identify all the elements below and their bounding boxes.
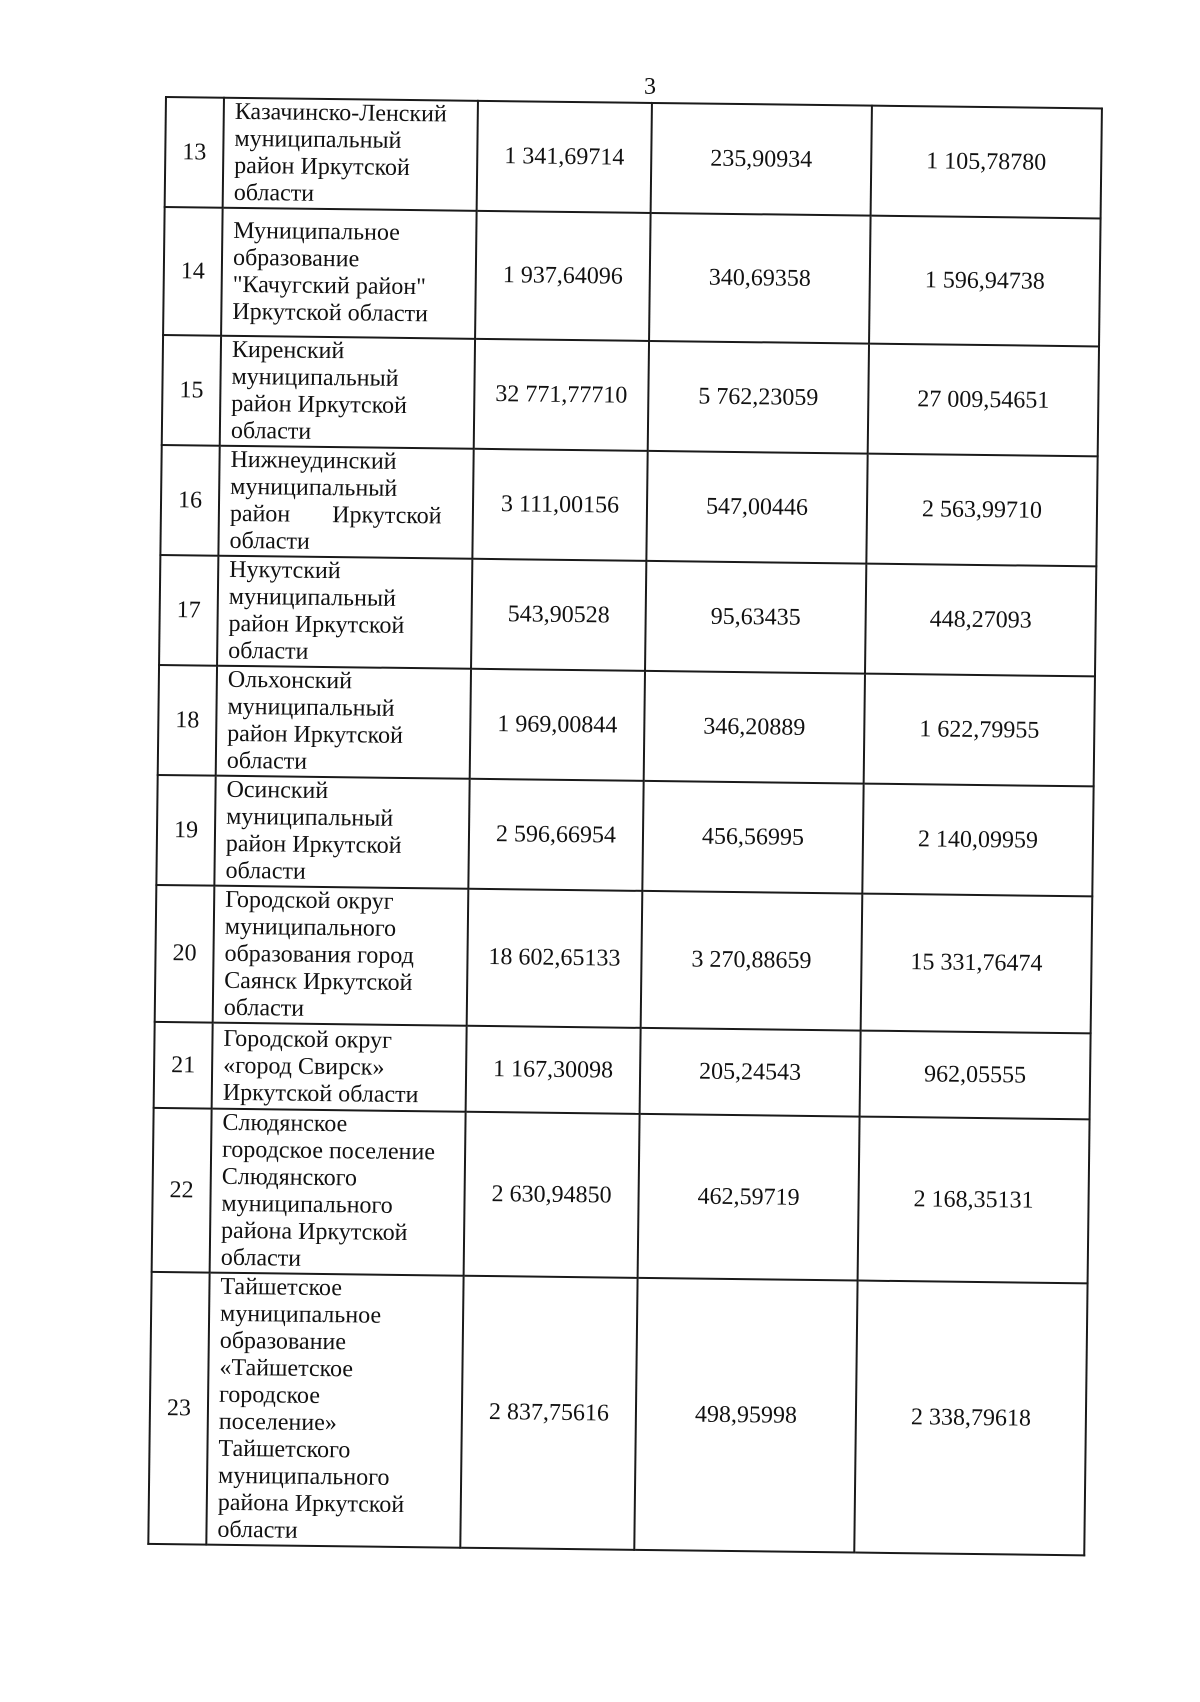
second-amount-cell: 5 762,23059 (648, 341, 869, 454)
municipality-name-cell (218, 446, 473, 559)
municipality-name-cell (214, 776, 469, 889)
municipality-name-line: Тайшетского (218, 1435, 351, 1464)
municipality-name-line: Иркутской области (232, 298, 429, 328)
municipality-name-line: Муниципальное (233, 217, 401, 246)
page-number: 3 (644, 74, 656, 100)
table-row (156, 775, 1093, 896)
row-number-cell: 20 (155, 885, 215, 1023)
municipality-name-line: района Иркутской (217, 1489, 405, 1519)
third-amount-cell: 2 140,09959 (862, 784, 1093, 897)
third-amount-cell: 27 009,54651 (868, 344, 1099, 457)
municipality-name-cell (213, 886, 469, 1026)
table-row (152, 1108, 1090, 1283)
municipality-name-line: области (217, 1516, 298, 1544)
municipality-name-line: «город Свирск» (223, 1052, 385, 1081)
municipality-name-line: района Иркутской (220, 1217, 408, 1247)
municipality-name-cell (221, 208, 477, 339)
third-amount-cell: 2 168,35131 (858, 1117, 1090, 1284)
municipality-name-line: Нукутский (229, 556, 341, 585)
municipality-name-cell (206, 1273, 463, 1548)
row-number-cell: 22 (152, 1108, 212, 1273)
municipality-name-line: муниципальный (226, 803, 394, 832)
municipality-name-line: Ольхонский (227, 666, 353, 695)
table-row (160, 445, 1097, 566)
municipality-name-line: муниципального (217, 1462, 390, 1491)
second-amount-cell: 3 270,88659 (641, 891, 863, 1031)
third-amount-cell: 448,27093 (865, 564, 1096, 677)
table-row (162, 335, 1099, 456)
municipality-name-line: области (226, 747, 308, 775)
third-amount-cell: 15 331,76474 (861, 894, 1093, 1034)
row-number-cell: 17 (159, 555, 218, 666)
municipality-name-line: район Иркутской (228, 610, 405, 639)
municipality-name-line: муниципальный (231, 363, 399, 392)
table-row (165, 97, 1102, 218)
table-row (159, 555, 1096, 676)
municipality-name-line: «Тайшетское (219, 1354, 354, 1383)
table-row (158, 665, 1095, 786)
municipality-name-line: Городской округ (223, 1025, 393, 1054)
table-row (148, 1272, 1087, 1555)
municipality-name-line: муниципальный (227, 693, 395, 722)
municipality-name-line: области (230, 417, 312, 445)
second-amount-cell: 462,59719 (638, 1114, 860, 1281)
municipality-name-line: район Иркутской (227, 720, 404, 749)
municipality-name-cell (216, 666, 471, 779)
third-amount-cell: 1 622,79955 (864, 674, 1095, 787)
total-amount-cell: 2 630,94850 (464, 1112, 640, 1278)
municipality-name-cell (210, 1109, 466, 1276)
second-amount-cell: 340,69358 (649, 213, 871, 344)
municipality-name-cell (220, 336, 475, 449)
second-amount-cell: 456,56995 (642, 781, 863, 894)
municipality-name-cell (212, 1023, 467, 1112)
row-number-cell: 15 (162, 335, 221, 446)
total-amount-cell: 1 167,30098 (466, 1026, 641, 1114)
municipality-name-line: Киренский (231, 336, 345, 365)
row-number-cell: 18 (158, 665, 217, 776)
municipality-name-line: район Иркутской (229, 500, 442, 530)
municipality-name-line: муниципального (221, 1190, 393, 1219)
municipality-name-line: области (233, 179, 315, 207)
municipality-name-line: Нижнеудинский (230, 446, 397, 475)
third-amount-cell: 1 596,94738 (869, 216, 1101, 347)
municipality-name-line: городское поселение (221, 1136, 436, 1166)
total-amount-cell: 32 771,77710 (474, 339, 649, 451)
municipality-name-line: образования город (224, 940, 415, 970)
municipality-name-line: "Качугский район" (232, 271, 427, 301)
total-amount-cell: 1 937,64096 (475, 211, 651, 341)
second-amount-cell: 235,90934 (651, 103, 872, 216)
total-amount-cell: 2 837,75616 (460, 1276, 637, 1550)
row-number-cell: 19 (156, 775, 215, 886)
municipality-name-line: Тайшетское (220, 1273, 343, 1302)
third-amount-cell: 2 563,99710 (866, 454, 1097, 567)
row-number-cell: 14 (163, 207, 223, 336)
municipality-name-line: Слюдянское (222, 1109, 348, 1138)
row-number-cell: 13 (165, 97, 224, 208)
table-row (155, 885, 1093, 1033)
table-row (163, 207, 1100, 346)
municipality-name-line: муниципальное (219, 1300, 382, 1329)
municipality-name-line: городское (218, 1381, 321, 1409)
municipality-name-line: Саянск Иркутской (224, 967, 413, 997)
total-amount-cell: 1 341,69714 (477, 101, 652, 213)
table-row (154, 1022, 1091, 1119)
second-amount-cell: 346,20889 (644, 671, 865, 784)
municipality-name-line: район Иркутской (225, 830, 402, 859)
municipality-name-line: муниципального (224, 913, 397, 942)
municipality-name-line: район Иркутской (233, 152, 411, 181)
row-number-cell: 23 (148, 1272, 209, 1545)
municipality-name-line: области (220, 1244, 302, 1272)
second-amount-cell: 205,24543 (640, 1028, 861, 1117)
total-amount-cell: 2 596,66954 (468, 779, 643, 891)
municipality-name-line: области (225, 857, 306, 885)
municipality-name-line: области (229, 527, 310, 555)
municipality-name-line: области (223, 994, 305, 1022)
municipality-name-line: образование (232, 244, 360, 273)
municipality-name-line: образование (219, 1327, 347, 1356)
municipality-name-line: муниципальный (228, 583, 397, 612)
municipality-name-line: Осинский (226, 776, 329, 805)
municipality-name-line: Иркутской области (222, 1079, 419, 1108)
table-body (148, 97, 1102, 1555)
second-amount-cell: 95,63435 (645, 561, 866, 674)
municipality-name-line: муниципальный (234, 125, 402, 154)
municipality-name-line: поселение» (218, 1408, 337, 1437)
municipality-name-line: Слюдянского (221, 1163, 358, 1192)
total-amount-cell: 543,90528 (471, 559, 646, 671)
municipality-name-line: области (228, 637, 309, 665)
row-number-cell: 21 (154, 1022, 213, 1109)
municipality-name-line: Городской округ (225, 886, 394, 915)
second-amount-cell: 547,00446 (646, 451, 867, 564)
municipality-name-line: Казачинско-Ленский (234, 98, 447, 128)
municipality-name-line: район Иркутской (231, 390, 408, 419)
municipality-table (147, 96, 1103, 1556)
total-amount-cell: 3 111,00156 (472, 449, 647, 561)
row-number-cell: 16 (160, 445, 219, 556)
total-amount-cell: 18 602,65133 (467, 889, 643, 1028)
municipality-name-cell (223, 98, 478, 211)
municipality-name-cell (217, 556, 472, 669)
municipality-name-line: муниципальный (230, 473, 398, 502)
second-amount-cell: 498,95998 (634, 1278, 857, 1553)
third-amount-cell: 2 338,79618 (854, 1281, 1087, 1556)
third-amount-cell: 1 105,78780 (871, 106, 1102, 219)
third-amount-cell: 962,05555 (860, 1031, 1091, 1120)
total-amount-cell: 1 969,00844 (470, 669, 645, 781)
